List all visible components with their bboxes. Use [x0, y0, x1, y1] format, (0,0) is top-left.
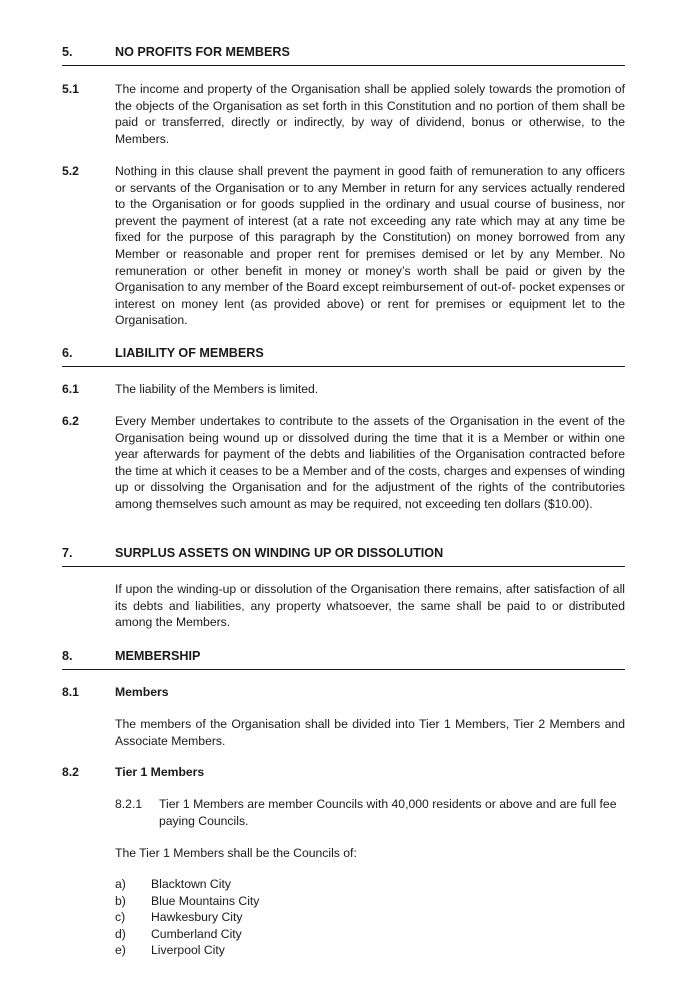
- clause-text: Nothing in this clause shall prevent the payment in good faith of remuneration to any officers or servants of the Organisation or to any Member in return for any services actually rendered to the Organisation or for goods supplied in the ordinary and usual course of business, nor prevent the payment of interest (at a rate not exceeding any rate which may at any time be fixed for the purpose of this paragraph by the Constitution) on money borrowed from any Member or reasonable and proper rent for premises demised or let by any Member. No remuneration or other benefit in money or money’s worth shall be paid or given by the Organisation to any member of the Board except reimbursement of out-of- pocket expenses or interest on money lent (as provided above) or rent for premises or equipment let to the Organisation.: [115, 164, 625, 328]
- tier-1-intro: The Tier 1 Members shall be the Councils of:: [115, 846, 357, 860]
- list-marker: b): [115, 893, 126, 908]
- list-marker: c): [115, 910, 126, 925]
- clause-6-2: [62, 413, 625, 513]
- list-item: [115, 926, 515, 943]
- section-7-heading: [62, 545, 625, 567]
- clause-5-2: [62, 163, 625, 329]
- list-item-text: Liverpool City: [151, 943, 225, 958]
- clause-number: 8.2: [62, 765, 79, 779]
- section-6-heading: [62, 345, 625, 367]
- list-item: [115, 893, 515, 910]
- list-marker: a): [115, 877, 126, 891]
- list-item-text: Blue Mountains City: [151, 893, 260, 908]
- clause-6-1: [62, 381, 625, 398]
- section-title: MEMBERSHIP: [115, 649, 201, 663]
- tier-1-council-list: [115, 876, 515, 959]
- subclause-text: Tier 1 Members are member Councils with 40,000 residents or above and are full fee paying Councils.: [159, 797, 617, 828]
- clause-8-2-heading: [62, 764, 625, 781]
- list-item-text: Cumberland City: [151, 926, 242, 941]
- clause-heading: Members: [115, 685, 169, 699]
- clause-heading: Tier 1 Members: [115, 765, 205, 779]
- clause-8-1-heading: [62, 684, 625, 701]
- subclause-number: 8.2.1: [115, 797, 143, 811]
- clause-number: 8.1: [62, 685, 79, 699]
- list-item-text: Hawkesbury City: [151, 910, 243, 925]
- clause-number: 6.2: [62, 414, 79, 428]
- clause-number: 5.1: [62, 82, 79, 96]
- clause-number: 6.1: [62, 382, 79, 396]
- clause-5-1: [62, 81, 625, 147]
- list-marker: d): [115, 926, 126, 941]
- section-title: LIABILITY OF MEMBERS: [115, 346, 264, 360]
- clause-8-1-text: The members of the Organisation shall be divided into Tier 1 Members, Tier 2 Members and Associate Members.: [115, 717, 625, 748]
- clause-number: 5.2: [62, 164, 79, 178]
- clause-text: The liability of the Members is limited.: [115, 382, 319, 396]
- section-title: SURPLUS ASSETS ON WINDING UP OR DISSOLUTION: [115, 546, 444, 560]
- list-marker: e): [115, 943, 126, 958]
- list-item-text: Blacktown City: [151, 877, 231, 891]
- clause-text: Every Member undertakes to contribute to the assets of the Organisation in the event of the Organisation being wound up or dissolved during the time that it is a Member or within one year afterwards for payment of the debts and liabilities of the Organisation contracted before the time at which it ceases to be a Member and of the costs, charges and expenses of winding up or dissolving the Organisation and for the adjustment of the rights of the contributories among themselves such amount as may be required, not exceeding ten dollars ($10.00).: [115, 414, 625, 511]
- section-number: 7.: [62, 546, 73, 560]
- section-8-heading: [62, 648, 625, 670]
- clause-text: The income and property of the Organisation shall be applied solely towards the promotion of the objects of the Organisation as set forth in this Constitution and no portion of them shall be paid or transferred, directly or indirectly, by way of dividend, bonus or otherwise, to the Members.: [115, 82, 625, 146]
- list-item: [115, 942, 515, 959]
- subclause-8-2-1: [115, 796, 625, 829]
- section-title: NO PROFITS FOR MEMBERS: [115, 45, 290, 59]
- section-number: 6.: [62, 346, 73, 360]
- list-item: [115, 876, 515, 893]
- section-7-text: If upon the winding-up or dissolution of the Organisation there remains, after satisfaction of all its debts and liabilities, any property whatsoever, the same shall be paid to or distributed among the Members.: [115, 582, 625, 630]
- section-number: 5.: [62, 45, 73, 59]
- section-5-heading: [62, 44, 625, 66]
- list-item: [115, 909, 515, 926]
- section-number: 8.: [62, 649, 73, 663]
